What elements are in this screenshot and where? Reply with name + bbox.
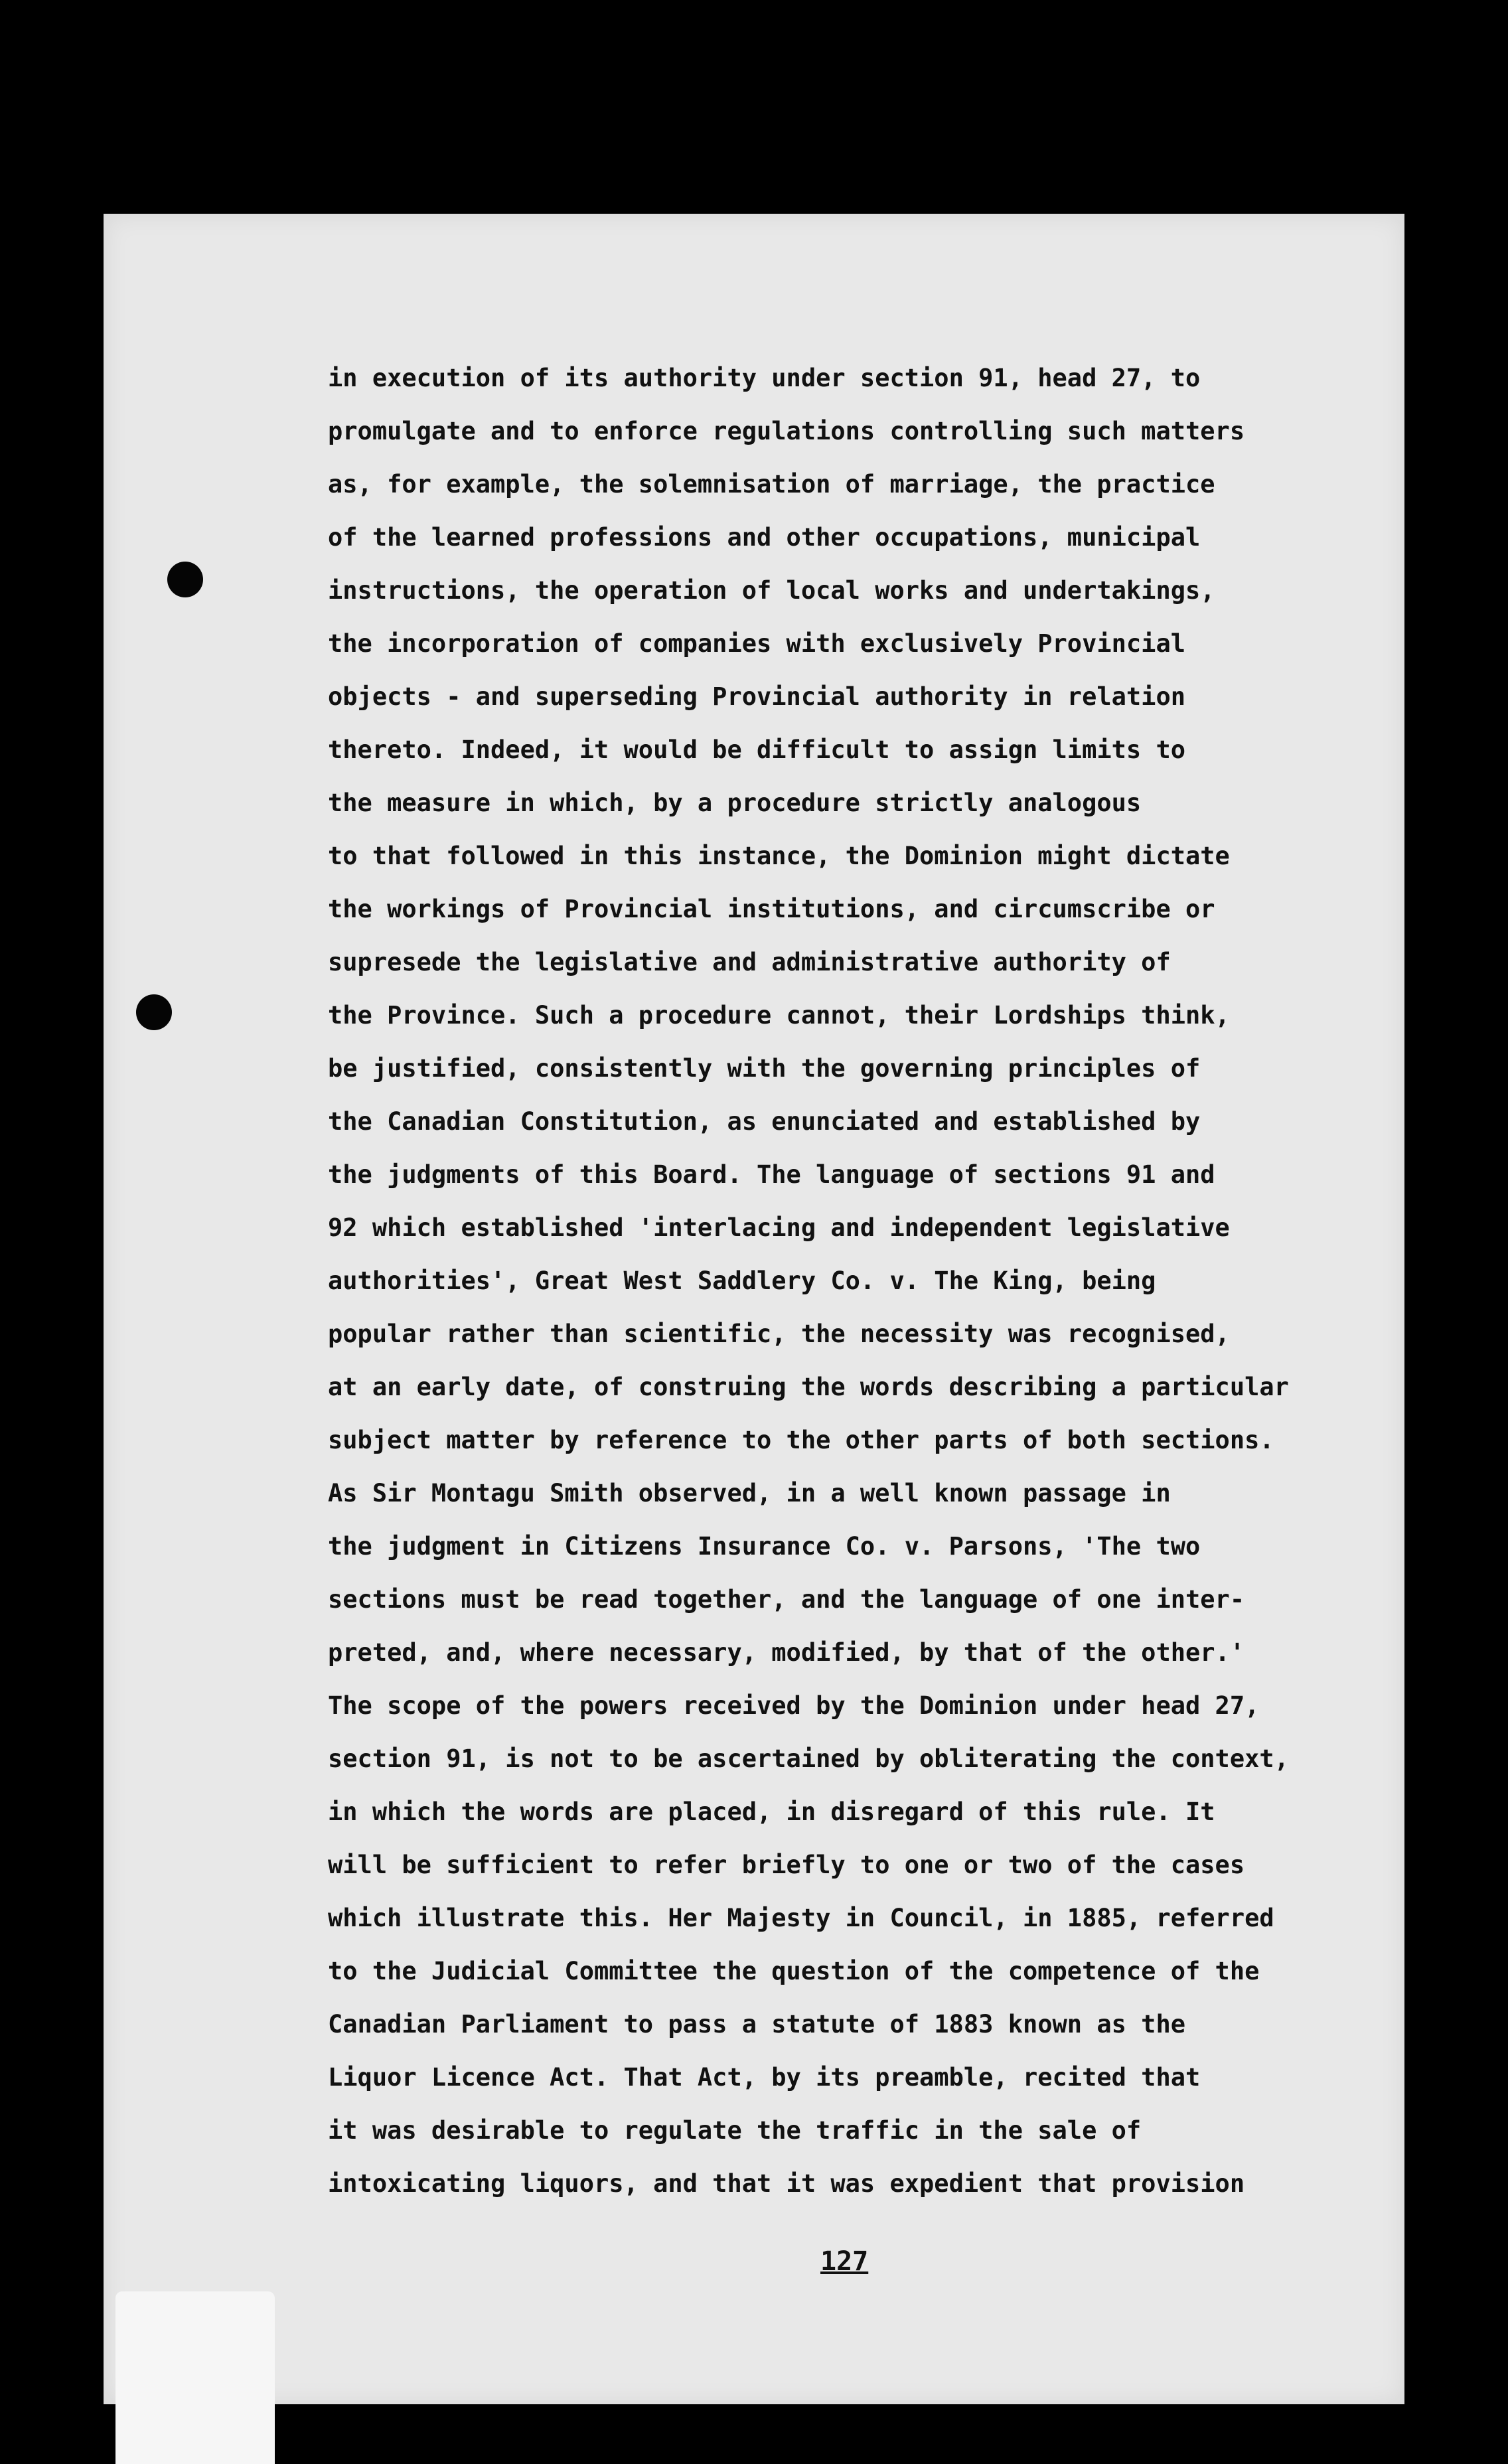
text-line: intoxicating liquors, and that it was expedient that provision [328,2169,1245,2198]
text-line: as, for example, the solemnisation of marriage, the practice [328,470,1215,499]
text-line: 92 which established 'interlacing and independent legislative [328,1213,1230,1242]
text-line: Canadian Parliament to pass a statute of 1883 known as the [328,2010,1186,2039]
text-line: popular rather than scientific, the necessity was recognised, [328,1320,1230,1348]
text-line: to the Judicial Committee the question of the competence of the [328,1957,1260,1985]
text-line: objects - and superseding Provincial authority in relation [328,682,1186,711]
text-line: preted, and, where necessary, modified, by that of the other.' [328,1638,1245,1667]
text-line: will be sufficient to refer briefly to one or two of the cases [328,1851,1245,1879]
text-line: the judgment in Citizens Insurance Co. v. Parsons, 'The two [328,1532,1201,1561]
text-line: subject matter by reference to the other parts of both sections. [328,1426,1274,1454]
text-line: which illustrate this. Her Majesty in Council, in 1885, referred [328,1904,1274,1932]
text-line: thereto. Indeed, it would be difficult to assign limits to [328,735,1186,764]
text-line: of the learned professions and other occupations, municipal [328,523,1201,552]
text-line: supresede the legislative and administrative authority of [328,948,1171,976]
text-line: at an early date, of construing the words describing a particular [328,1373,1289,1401]
text-line: The scope of the powers received by the Dominion under head 27, [328,1691,1260,1720]
text-line: the measure in which, by a procedure strictly analogous [328,789,1142,817]
text-line: the workings of Provincial institutions, and circumscribe or [328,895,1215,923]
body-text [328,352,1390,2210]
text-line: in execution of its authority under section 91, head 27, to [328,364,1201,392]
text-line: promulgate and to enforce regulations controlling such matters [328,417,1245,445]
text-line: to that followed in this instance, the Dominion might dictate [328,842,1230,870]
punch-hole-lower [136,994,172,1030]
text-line: Liquor Licence Act. That Act, by its preamble, recited that [328,2063,1201,2092]
text-line: section 91, is not to be ascertained by obliterating the context, [328,1744,1289,1773]
text-line: the judgments of this Board. The language of sections 91 and [328,1160,1215,1189]
text-line: it was desirable to regulate the traffic in the sale of [328,2116,1142,2145]
text-line: the incorporation of companies with exclusively Provincial [328,629,1186,658]
text-line: authorities', Great West Saddlery Co. v. The King, being [328,1267,1156,1295]
text-line: the Province. Such a procedure cannot, their Lordships think, [328,1001,1230,1030]
text-line: sections must be read together, and the language of one inter- [328,1585,1245,1614]
text-line: instructions, the operation of local works and undertakings, [328,576,1215,605]
punch-hole-upper [167,562,203,597]
text-line: in which the words are placed, in disregard of this rule. It [328,1798,1215,1826]
page-number: 127 [820,2246,869,2277]
text-line: the Canadian Constitution, as enunciated and established by [328,1107,1201,1136]
text-line: As Sir Montagu Smith observed, in a well known passage in [328,1479,1171,1507]
text-line: be justified, consistently with the governing principles of [328,1054,1201,1083]
paper-tab [115,2291,275,2464]
